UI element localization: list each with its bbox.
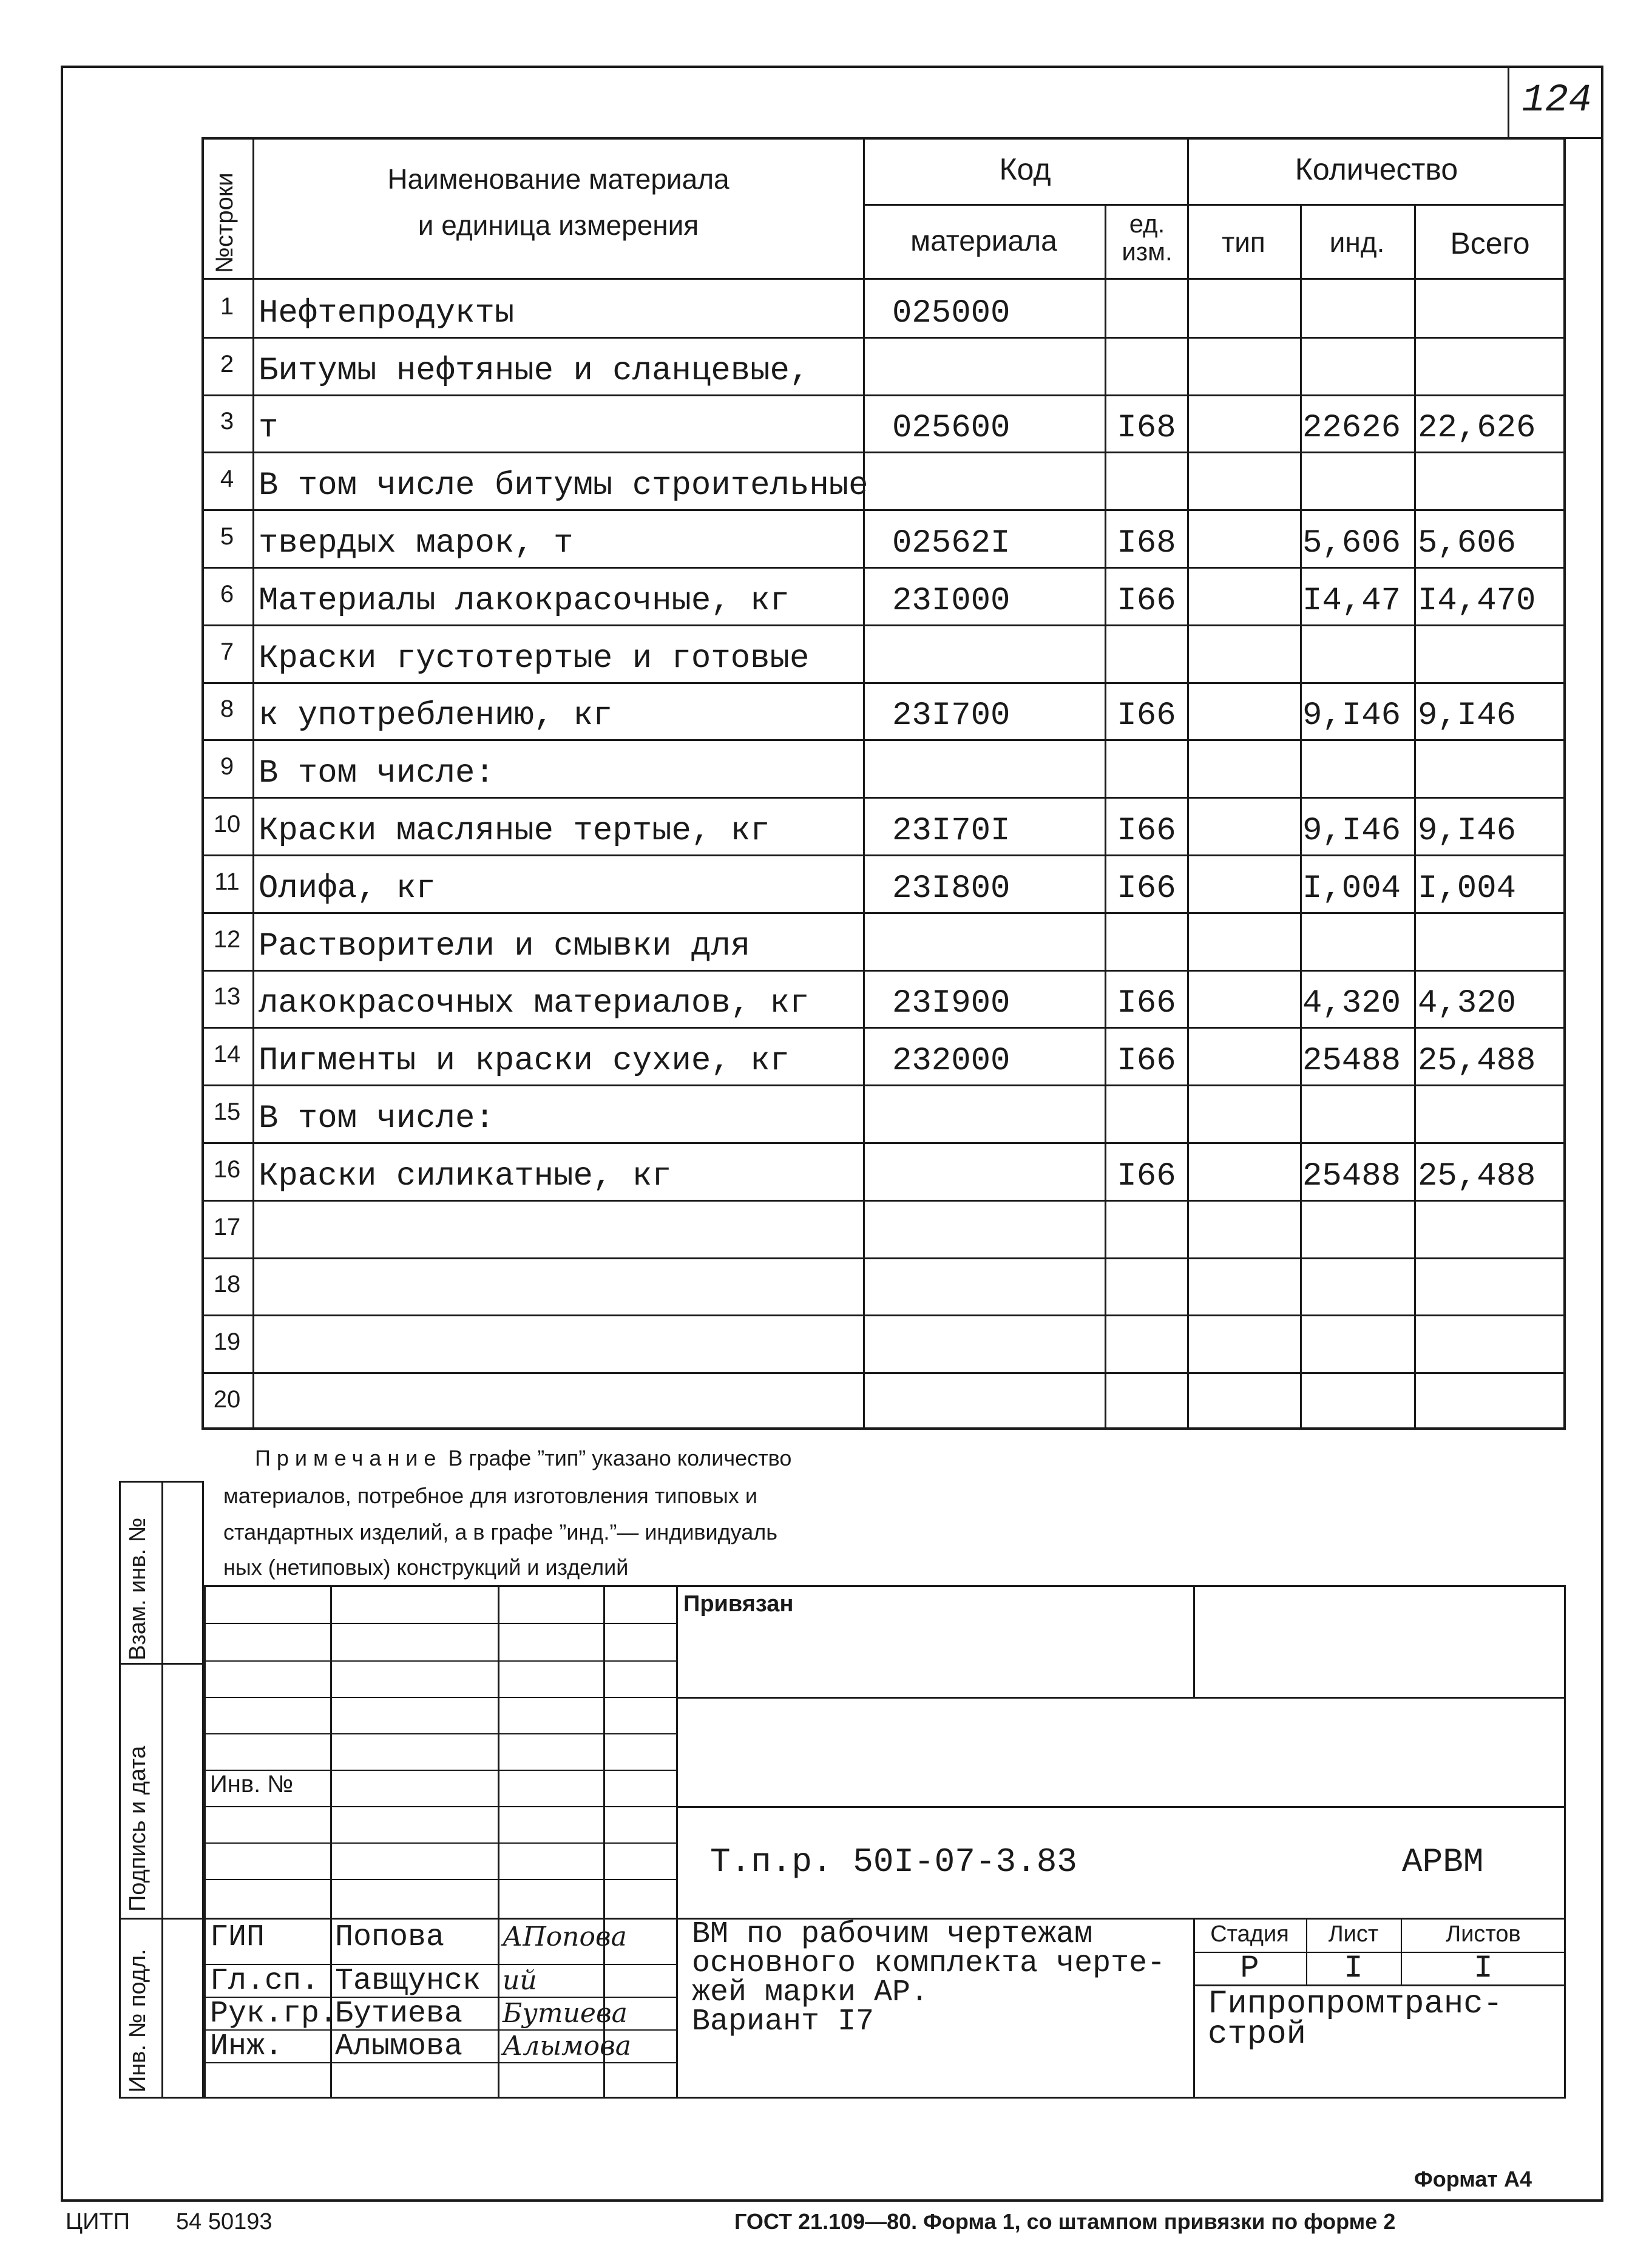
table-cell-ind: I4,47 <box>1302 582 1401 620</box>
table-cell-type <box>1188 569 1300 620</box>
code-unit-header: ед. изм. <box>1122 209 1173 266</box>
table-cell-ind <box>1302 282 1414 332</box>
table-cell-unit <box>1106 742 1187 792</box>
table-cell-no: 6 <box>220 580 234 607</box>
table-cell-name: Нефтепродукты <box>259 294 515 332</box>
table-cell-type <box>1188 1317 1300 1367</box>
table-row-divider <box>201 854 1566 856</box>
name-column-header-line2: и единица измерения <box>418 209 699 241</box>
row-number-header: №строки <box>211 172 238 273</box>
table-row-divider <box>201 1084 1566 1086</box>
table-cell-ind <box>1302 454 1414 504</box>
table-cell-ind <box>1302 627 1414 677</box>
table-cell-type <box>1188 685 1300 735</box>
table-cell-name <box>259 1260 862 1310</box>
side-inv-podl: Инв. № подл. <box>125 1949 151 2093</box>
footer-gost: ГОСТ 21.109—80. Форма 1, со штампом привязки по форме 2 <box>734 2209 1396 2234</box>
table-cell-name <box>259 1375 862 1425</box>
table-cell-no: 20 <box>213 1386 241 1413</box>
table-cell-name <box>259 1317 862 1367</box>
table-cell-name: В том числе: <box>259 755 495 793</box>
table-cell-ind: 9,I46 <box>1302 812 1401 850</box>
table-cell-no: 15 <box>213 1098 241 1126</box>
table-cell-code <box>892 1087 1105 1137</box>
table-cell-name: Олифа, кг <box>259 870 436 907</box>
table-cell-code <box>892 1260 1105 1310</box>
table-cell-code <box>892 915 1105 965</box>
table-cell-code: 23I70I <box>892 812 1010 850</box>
handwritten-signature: Бутиева <box>503 1998 628 2029</box>
table-cell-type <box>1188 799 1300 850</box>
table-cell-code <box>892 627 1105 677</box>
table-cell-ind: 25488 <box>1302 1043 1401 1080</box>
tb-col-4 <box>676 1585 678 2099</box>
table-row-divider <box>201 567 1566 569</box>
side-strip-sep-2 <box>119 1918 204 1920</box>
col-line-6 <box>1414 204 1416 1430</box>
name-column-header-line1: Наименование материала <box>387 163 730 195</box>
table-cell-total: 5,606 <box>1418 524 1517 562</box>
note-line-3: стандартных изделий, а в графе ”инд.”— индивидуаль <box>223 1520 778 1544</box>
table-cell-unit <box>1106 1317 1187 1367</box>
quantity-total-header: Всего <box>1450 226 1530 260</box>
table-cell-ind: 9,I46 <box>1302 697 1401 735</box>
organization-line-2: строй <box>1208 2016 1307 2053</box>
table-cell-name: Краски силикатные, кг <box>259 1157 672 1195</box>
table-cell-type <box>1188 1087 1300 1137</box>
table-cell-name: т <box>259 410 279 447</box>
format-label: Формат А4 <box>1414 2167 1532 2191</box>
table-cell-total: I4,470 <box>1418 582 1536 620</box>
table-cell-ind <box>1302 1317 1414 1367</box>
handwritten-signature: ий <box>503 1965 537 1996</box>
table-cell-code <box>892 339 1105 390</box>
description-line-1: ВМ по рабочим чертежам <box>692 1917 1093 1952</box>
table-row-divider <box>201 912 1566 914</box>
table-cell-name: Растворители и смывки для <box>259 927 751 965</box>
table-cell-unit: I66 <box>1117 1157 1176 1195</box>
handwritten-signature: АПопова <box>503 1921 627 1952</box>
code-material-header: материала <box>910 225 1057 257</box>
table-cell-unit <box>1106 1202 1187 1253</box>
sheets-label: Листов <box>1446 1921 1521 1947</box>
tb-code-top <box>676 1806 1566 1808</box>
table-cell-type <box>1188 1145 1300 1195</box>
signature-role: Гл.сп. <box>210 1964 320 1998</box>
table-cell-total: 22,626 <box>1418 410 1536 447</box>
header-bottom-line <box>201 278 1566 280</box>
col-line-5 <box>1300 204 1302 1430</box>
table-cell-type <box>1188 282 1300 332</box>
table-cell-total: 9,I46 <box>1418 812 1517 850</box>
table-cell-type <box>1188 1375 1300 1425</box>
table-cell-total <box>1418 915 1566 965</box>
table-cell-ind: 4,320 <box>1302 985 1401 1023</box>
table-cell-total: 25,488 <box>1418 1157 1536 1195</box>
table-cell-unit <box>1106 1087 1187 1137</box>
description-line-3: жей марки АР. <box>692 1975 929 2010</box>
table-row-divider <box>201 682 1566 684</box>
table-cell-code: 02562I <box>892 524 1010 562</box>
table-cell-unit <box>1106 339 1187 390</box>
table-cell-total: 25,488 <box>1418 1043 1536 1080</box>
table-cell-name: Краски масляные тертые, кг <box>259 812 770 850</box>
table-cell-type <box>1188 454 1300 504</box>
table-cell-unit <box>1106 1260 1187 1310</box>
table-row-divider <box>201 970 1566 972</box>
table-cell-code: 23I800 <box>892 870 1010 907</box>
table-cell-ind <box>1302 742 1414 792</box>
table-cell-no: 7 <box>220 638 234 665</box>
table-cell-no: 11 <box>214 868 240 895</box>
note-lead: Примечание <box>255 1446 442 1470</box>
signature-name: Бутиева <box>335 1997 463 2031</box>
table-cell-name: к употреблению, кг <box>259 697 613 735</box>
side-vzam-inv: Взам. инв. № <box>125 1517 151 1660</box>
table-row-divider <box>201 1372 1566 1374</box>
organization-line-1: Гипропромтранс- <box>1208 1986 1503 2023</box>
table-cell-unit: I66 <box>1117 812 1176 850</box>
description-line-2: основного комплекта черте- <box>692 1946 1166 1981</box>
table-cell-no: 14 <box>213 1041 241 1068</box>
description-block <box>692 1917 1190 2039</box>
table-cell-no: 4 <box>220 465 234 493</box>
tb-privyazan-bottom <box>676 1697 1566 1699</box>
table-cell-unit <box>1106 1375 1187 1425</box>
tb-col-2 <box>498 1585 499 2099</box>
stage-label: Стадия <box>1210 1921 1289 1947</box>
table-cell-total <box>1418 627 1566 677</box>
table-cell-total <box>1418 282 1566 332</box>
table-cell-total: I,004 <box>1418 870 1517 907</box>
footer-left-org: ЦИТП <box>66 2209 130 2235</box>
table-cell-no: 8 <box>220 695 234 723</box>
table-cell-ind: 5,606 <box>1302 524 1401 562</box>
table-cell-code <box>892 742 1105 792</box>
col-line-2 <box>863 137 865 1430</box>
table-cell-name: твердых марок, т <box>259 524 574 562</box>
table-cell-no: 13 <box>213 983 241 1010</box>
table-row-divider <box>201 1257 1566 1259</box>
quantity-group-header: Количество <box>1295 152 1458 186</box>
side-podpis-data: Подпись и дата <box>125 1745 151 1912</box>
table-cell-total <box>1418 1260 1566 1310</box>
sheet-label: Лист <box>1328 1921 1379 1947</box>
table-cell-type <box>1188 972 1300 1023</box>
quantity-ind-header: инд. <box>1329 226 1385 258</box>
table-cell-code <box>892 1145 1105 1195</box>
table-cell-unit <box>1106 627 1187 677</box>
organization-name <box>1208 1986 1503 2053</box>
table-cell-total: 4,320 <box>1418 985 1517 1023</box>
note-line-4: ных (нетиповых) конструкций и изделий <box>223 1555 629 1580</box>
table-cell-name: В том числе битумы строительные <box>259 467 868 505</box>
table-cell-unit: I68 <box>1117 410 1176 447</box>
table-cell-total <box>1418 339 1566 390</box>
note-line-1 <box>255 1446 1165 1471</box>
table-cell-type <box>1188 915 1300 965</box>
table-cell-name: Пигменты и краски сухие, кг <box>259 1043 790 1080</box>
table-cell-type <box>1188 1029 1300 1080</box>
tb-row-7 <box>204 1842 676 1844</box>
table-cell-ind: 22626 <box>1302 410 1401 447</box>
table-cell-unit: I66 <box>1117 1043 1176 1080</box>
table-cell-no: 18 <box>213 1271 241 1298</box>
signature-name: Алымова <box>335 2029 463 2064</box>
table-cell-type <box>1188 1202 1300 1253</box>
signature-name: Попова <box>335 1920 445 1955</box>
table-cell-name: Битумы нефтяные и сланцевые, <box>259 352 810 390</box>
table-cell-ind: 25488 <box>1302 1157 1401 1195</box>
table-cell-ind <box>1302 1202 1414 1253</box>
table-cell-type <box>1188 857 1300 907</box>
table-row-divider <box>201 797 1566 799</box>
table-cell-code <box>892 1317 1105 1367</box>
table-cell-code: 23I700 <box>892 697 1010 735</box>
table-cell-name: Краски густотертые и готовые <box>259 640 810 677</box>
table-cell-unit <box>1106 915 1187 965</box>
table-cell-unit: I66 <box>1117 985 1176 1023</box>
table-cell-no: 12 <box>213 925 241 953</box>
table-cell-name: Материалы лакокрасочные, кг <box>259 582 790 620</box>
note-line-1-text: В графе ”тип” указано количество <box>448 1446 792 1470</box>
table-cell-unit <box>1106 282 1187 332</box>
table-cell-ind <box>1302 1260 1414 1310</box>
side-strip-sep-1 <box>119 1663 204 1665</box>
tb-row-6 <box>204 1806 676 1807</box>
table-cell-total <box>1418 1087 1566 1137</box>
tb-row-1 <box>204 1623 676 1624</box>
table-row-divider <box>201 739 1566 741</box>
inv-no-label: Инв. № <box>210 1771 294 1798</box>
table-cell-code: 025600 <box>892 410 1010 447</box>
footer-left-code: 54 50193 <box>176 2209 273 2235</box>
table-cell-total <box>1418 742 1566 792</box>
table-cell-ind <box>1302 339 1414 390</box>
table-cell-ind <box>1302 915 1414 965</box>
header-subline <box>863 204 1566 206</box>
table-row-divider <box>201 1142 1566 1144</box>
doc-mark: АРВМ <box>1402 1842 1484 1881</box>
signature-name: Тавщунск <box>335 1964 481 1998</box>
table-cell-no: 19 <box>213 1328 241 1356</box>
note-line-2: материалов, потребное для изготовления типовых и <box>223 1483 758 1508</box>
privyazan-label: Привязан <box>683 1591 794 1617</box>
table-cell-type <box>1188 339 1300 390</box>
tb-row-4 <box>204 1733 676 1734</box>
table-cell-code: 025000 <box>892 294 1010 332</box>
tb-row-8 <box>204 1879 676 1880</box>
quantity-type-header: тип <box>1222 226 1265 258</box>
table-row-divider <box>201 1027 1566 1029</box>
table-cell-code: 23I900 <box>892 985 1010 1023</box>
table-cell-total <box>1418 1317 1566 1367</box>
table-cell-total: 9,I46 <box>1418 697 1517 735</box>
table-cell-no: 16 <box>213 1155 241 1183</box>
sheets-value: I <box>1474 1950 1493 1986</box>
table-cell-no: 3 <box>220 408 234 435</box>
table-cell-no: 17 <box>213 1213 241 1240</box>
table-cell-no: 5 <box>220 523 234 550</box>
table-cell-unit: I66 <box>1117 870 1176 907</box>
tb-row-3 <box>204 1697 676 1698</box>
table-cell-ind <box>1302 1375 1414 1425</box>
table-cell-total <box>1418 1202 1566 1253</box>
table-cell-code <box>892 1375 1105 1425</box>
table-row-divider <box>201 509 1566 511</box>
table-cell-unit: I66 <box>1117 697 1176 735</box>
signature-role: ГИП <box>210 1920 265 1955</box>
table-cell-type <box>1188 397 1300 447</box>
table-row-divider <box>201 394 1566 396</box>
table-cell-no: 1 <box>220 293 234 320</box>
tb-privyazan-divider <box>1193 1585 1195 1698</box>
doc-code: Т.п.р. 50I-07-3.83 <box>710 1842 1077 1881</box>
table-row-divider <box>201 337 1566 339</box>
table-row-divider <box>201 452 1566 453</box>
table-row-divider <box>201 624 1566 626</box>
table-cell-ind: I,004 <box>1302 870 1401 907</box>
table-cell-no: 10 <box>213 811 241 838</box>
code-group-header: Код <box>999 152 1051 186</box>
sheet-number: 124 <box>1522 79 1592 123</box>
tb-row-2 <box>204 1660 676 1662</box>
table-cell-no: 9 <box>220 753 234 780</box>
signature-role: Рук.гр. <box>210 1997 338 2031</box>
side-strip-divider <box>161 1481 163 2099</box>
table-cell-ind <box>1302 1087 1414 1137</box>
table-cell-type <box>1188 742 1300 792</box>
table-cell-code: 23I000 <box>892 582 1010 620</box>
sheet-value: I <box>1344 1950 1363 1986</box>
table-cell-unit: I68 <box>1117 524 1176 562</box>
table-cell-code: 232000 <box>892 1043 1010 1080</box>
table-cell-name <box>259 1202 862 1253</box>
table-cell-unit <box>1106 454 1187 504</box>
table-row-divider <box>201 1200 1566 1202</box>
table-cell-name: лакокрасочных материалов, кг <box>259 985 810 1023</box>
handwritten-signature: Алымова <box>503 2031 631 2062</box>
stage-value: Р <box>1240 1950 1259 1986</box>
table-cell-type <box>1188 512 1300 562</box>
description-line-4: Вариант I7 <box>692 2005 875 2039</box>
col-line-1 <box>252 137 254 1430</box>
table-cell-unit: I66 <box>1117 582 1176 620</box>
table-cell-no: 2 <box>220 350 234 377</box>
table-cell-code <box>892 454 1105 504</box>
table-cell-type <box>1188 1260 1300 1310</box>
table-cell-code <box>892 1202 1105 1253</box>
table-cell-total <box>1418 454 1566 504</box>
signature-role: Инж. <box>210 2029 283 2064</box>
table-cell-type <box>1188 627 1300 677</box>
table-cell-name: В том числе: <box>259 1100 495 1137</box>
table-row-divider <box>201 1314 1566 1316</box>
sheet-number-box-left <box>1508 66 1509 138</box>
table-cell-total <box>1418 1375 1566 1425</box>
